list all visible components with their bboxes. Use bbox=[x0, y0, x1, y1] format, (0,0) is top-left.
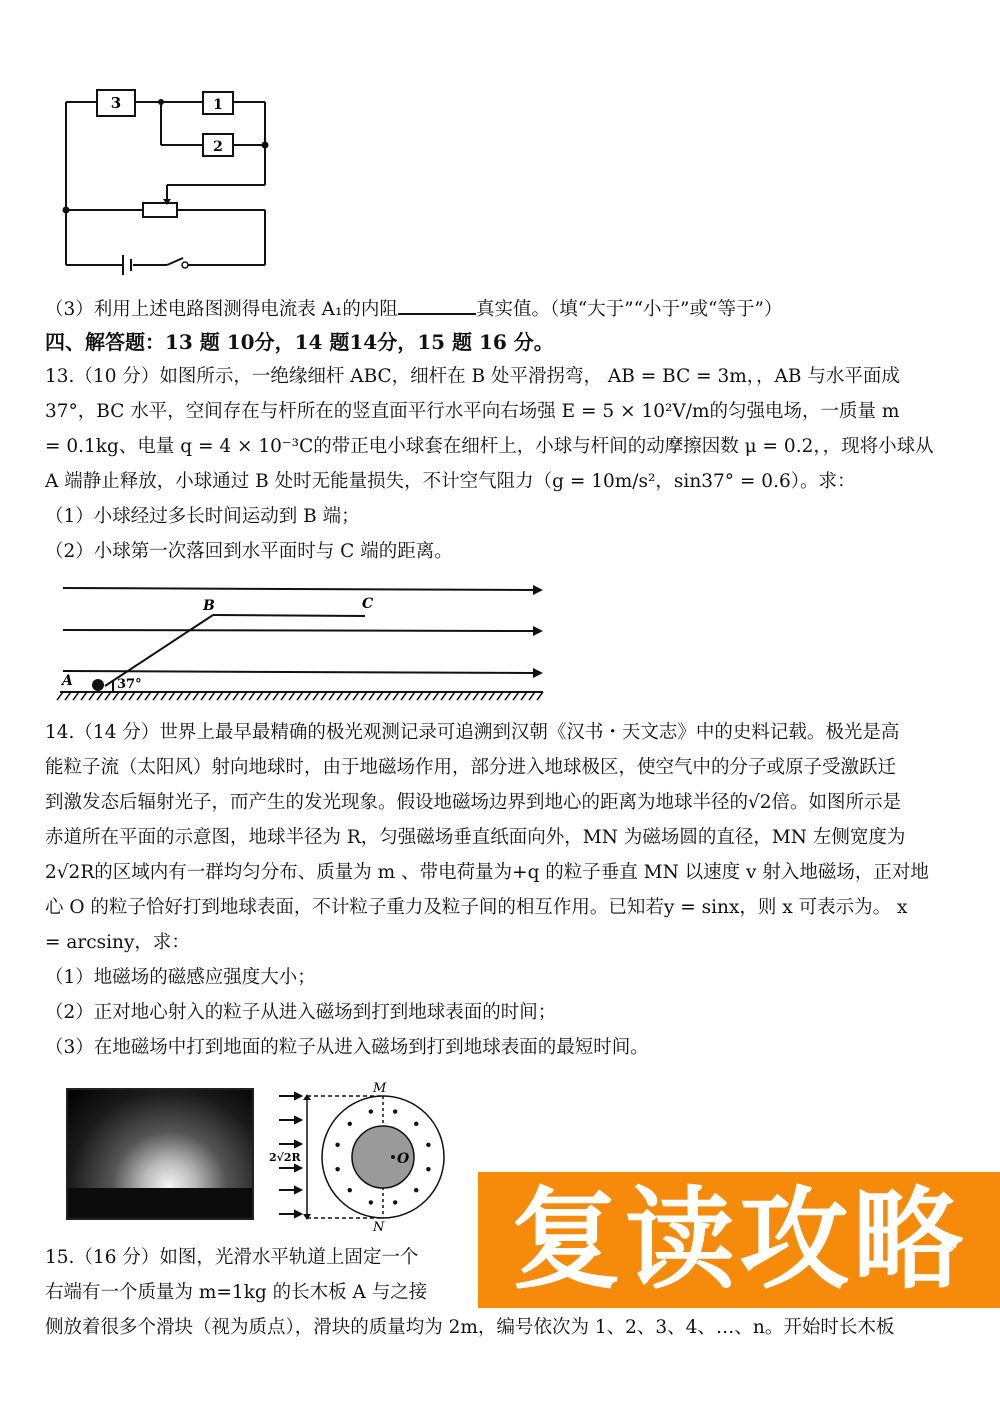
ground-hatch bbox=[369, 692, 375, 700]
q14-line: （1）地磁场的磁感应强度大小； bbox=[45, 967, 316, 988]
ball-icon bbox=[92, 679, 104, 691]
arrowhead bbox=[295, 1093, 301, 1099]
ground-hatch bbox=[497, 692, 503, 700]
ground-hatch bbox=[433, 692, 439, 700]
ground-hatch bbox=[481, 692, 487, 700]
ground-hatch bbox=[185, 692, 191, 700]
ground-hatch bbox=[537, 692, 543, 700]
ground-hatch bbox=[73, 692, 79, 700]
arrowhead bbox=[295, 1165, 301, 1171]
q13-line: （1）小球经过多长时间运动到 B 端； bbox=[45, 506, 360, 527]
meter-label-2: 2 bbox=[213, 139, 223, 155]
field-out-of-page-dot bbox=[348, 1188, 352, 1192]
ground-hatch bbox=[169, 692, 175, 700]
q13-line: A 端静止释放，小球通过 B 处时无能量损失，不计空气阻力（g = 10m/s²，sin37° = 0.6）。求： bbox=[45, 471, 856, 492]
ground-hatch bbox=[465, 692, 471, 700]
ground-hatch bbox=[385, 692, 391, 700]
ground-hatch bbox=[129, 692, 135, 700]
ground-hatch bbox=[473, 692, 479, 700]
ground-hatch bbox=[305, 692, 311, 700]
ground-hatch bbox=[377, 692, 383, 700]
q14-line: （2）正对地心射入的粒子从进入磁场到打到地球表面的时间； bbox=[45, 1002, 557, 1023]
point-a-label: A bbox=[62, 673, 73, 689]
field-out-of-page-dot bbox=[348, 1122, 352, 1126]
ground-hatch bbox=[321, 692, 327, 700]
ground-hatch bbox=[241, 692, 247, 700]
point-c-label: C bbox=[362, 596, 374, 612]
section-title: 四、解答题：13 题 10分，14 题14分，15 题 16 分。 bbox=[45, 330, 554, 354]
ground-hatch bbox=[249, 692, 255, 700]
q14-line: 赤道所在平面的示意图，地球半径为 R，匀强磁场垂直纸面向外，MN 为磁场圆的直径，MN 左侧宽度为 bbox=[45, 827, 906, 848]
q14-line: 能粒子流（太阳风）射向地球时，由于地磁场作用，部分进入地球极区，使空气中的分子或原子受激跃迁 bbox=[45, 757, 897, 778]
q12-3-text-after: 真实值。（填“大于”“小于”或“等于”） bbox=[475, 299, 783, 320]
field-out-of-page-dot bbox=[335, 1143, 339, 1147]
width-label: 2√2R bbox=[269, 1151, 301, 1164]
ground-hatch bbox=[417, 692, 423, 700]
ground-hatch bbox=[521, 692, 527, 700]
point-n-label: N bbox=[373, 1220, 385, 1233]
meter-label-3: 3 bbox=[110, 94, 122, 112]
aurora-photo bbox=[66, 1088, 254, 1220]
arrowhead bbox=[295, 1141, 301, 1147]
ground-hatch bbox=[337, 692, 343, 700]
ground-hatch bbox=[457, 692, 463, 700]
ground-hatch bbox=[273, 692, 279, 700]
ground-hatch bbox=[97, 692, 103, 700]
arrowhead bbox=[295, 1187, 301, 1193]
ground-hatch bbox=[233, 692, 239, 700]
ground-hatch bbox=[161, 692, 167, 700]
q15-line: 右端有一个质量为 m=1kg 的长木板 A 与之接 bbox=[45, 1282, 428, 1303]
point-b-label: B bbox=[203, 598, 215, 614]
watermark-text: 复读攻略 bbox=[511, 1176, 967, 1304]
q14-line: （3）在地磁场中打到地面的粒子从进入磁场到打到地球表面的最短时间。 bbox=[45, 1037, 649, 1058]
ground-hatch bbox=[201, 692, 207, 700]
field-out-of-page-dot bbox=[369, 1200, 373, 1204]
q13-line: = 0.1kg、电量 q = 4 × 10⁻³C的带正电小球套在细杆上，小球与杆间的动摩擦因数 μ = 0.2，，现将小球从 bbox=[45, 436, 934, 457]
ground-hatch bbox=[353, 692, 359, 700]
arrowhead bbox=[295, 1211, 301, 1217]
aurora-ground bbox=[68, 1188, 252, 1218]
ground-hatch bbox=[345, 692, 351, 700]
field-out-of-page-dot bbox=[426, 1143, 430, 1147]
field-out-of-page-dot bbox=[426, 1167, 430, 1171]
q13-line: 13.（10 分）如图所示，一绝缘细杆 ABC，细杆在 B 处平滑拐弯， AB = BC = 3m，，AB 与水平面成 bbox=[45, 366, 900, 387]
q12-3-text-before: （3）利用上述电路图测得电流表 A₁的内阻 bbox=[45, 299, 398, 320]
q15-line: 侧放着很多个滑块（视为质点），滑块的质量均为 2m，编号依次为 1、2、3、4、…、n。开始时长木板 bbox=[45, 1317, 895, 1338]
q14-magnetic-field-diagram bbox=[265, 1078, 445, 1233]
ground-hatch bbox=[409, 692, 415, 700]
watermark-banner bbox=[478, 1172, 1000, 1308]
field-out-of-page-dot bbox=[393, 1200, 397, 1204]
q14-line: 到激发态后辐射光子，而产生的发光现象。假设地磁场边界到地心的距离为地球半径的√2倍。如图所示是 bbox=[45, 792, 902, 813]
ground-hatch bbox=[81, 692, 87, 700]
ground-hatch bbox=[513, 692, 519, 700]
ground-hatch bbox=[153, 692, 159, 700]
q15-line: 15.（16 分）如图，光滑水平轨道上固定一个 bbox=[45, 1247, 419, 1268]
ground-hatch bbox=[177, 692, 183, 700]
q13-rod-field-diagram bbox=[55, 578, 550, 703]
ground-hatch bbox=[265, 692, 271, 700]
meter-label-1: 1 bbox=[213, 97, 223, 113]
ground-hatch bbox=[121, 692, 127, 700]
field-out-of-page-dot bbox=[369, 1109, 373, 1113]
ground-hatch bbox=[193, 692, 199, 700]
ground-hatch bbox=[313, 692, 319, 700]
ground-hatch bbox=[489, 692, 495, 700]
ground-hatch bbox=[137, 692, 143, 700]
ground-hatch bbox=[145, 692, 151, 700]
arrowhead bbox=[295, 1117, 301, 1123]
q13-line: 37°，BC 水平，空间存在与杆所在的竖直面平行水平向右场强 E = 5 × 10²V/m的匀强电场，一质量 m bbox=[45, 401, 900, 422]
ground-hatch bbox=[289, 692, 295, 700]
ground-hatch bbox=[217, 692, 223, 700]
ground-hatch bbox=[65, 692, 71, 700]
q14-line: 14.（14 分）世界上最早最精确的极光观测记录可追溯到汉朝《汉书・天文志》中的史料记载。极光是高 bbox=[45, 722, 900, 743]
field-out-of-page-dot bbox=[414, 1188, 418, 1192]
ground-hatch bbox=[113, 692, 119, 700]
center-o-label: O bbox=[397, 1151, 410, 1167]
ground-hatch bbox=[441, 692, 447, 700]
q14-line: 心 O 的粒子恰好打到地球表面，不计粒子重力及粒子间的相互作用。已知若y = sinx，则 x 可表示为。 x bbox=[45, 897, 908, 918]
field-out-of-page-dot bbox=[335, 1167, 339, 1171]
ground-hatch bbox=[225, 692, 231, 700]
field-out-of-page-dot bbox=[414, 1122, 418, 1126]
q13-line: （2）小球第一次落回到水平面时与 C 端的距离。 bbox=[45, 541, 453, 562]
ground-hatch bbox=[57, 692, 63, 700]
ground-hatch bbox=[297, 692, 303, 700]
ground-hatch bbox=[329, 692, 335, 700]
q14-line: = arcsiny，求： bbox=[45, 932, 190, 953]
circuit-diagram bbox=[55, 85, 275, 280]
ground-hatch bbox=[209, 692, 215, 700]
ground-hatch bbox=[529, 692, 535, 700]
field-out-of-page-dot bbox=[393, 1109, 397, 1113]
ground-hatch bbox=[89, 692, 95, 700]
ground-hatch bbox=[281, 692, 287, 700]
ground-hatch bbox=[401, 692, 407, 700]
ground-hatch bbox=[505, 692, 511, 700]
answer-blank[interactable] bbox=[398, 295, 476, 315]
ground-hatch bbox=[449, 692, 455, 700]
ground-hatch bbox=[361, 692, 367, 700]
angle-label: 37° bbox=[117, 677, 142, 692]
ground-hatch bbox=[393, 692, 399, 700]
q14-line: 2√2R的区域内有一群均匀分布、质量为 m 、带电荷量为+q 的粒子垂直 MN 以速度 v 射入地磁场，正对地 bbox=[45, 862, 929, 883]
ground-hatch bbox=[257, 692, 263, 700]
question-12-part-3 bbox=[45, 295, 782, 322]
ground-hatch bbox=[105, 692, 111, 700]
point-m-label: M bbox=[373, 1081, 387, 1096]
ground-hatch bbox=[425, 692, 431, 700]
